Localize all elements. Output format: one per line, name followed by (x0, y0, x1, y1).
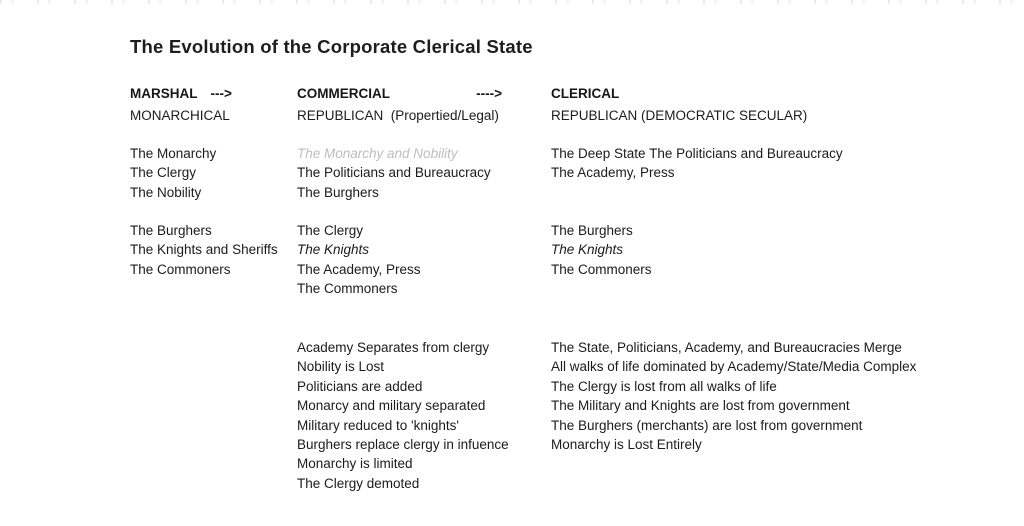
column-header (551, 83, 1024, 105)
hierarchy-group-2 (297, 221, 551, 338)
hierarchy-group-1 (297, 144, 551, 221)
hierarchy-item: The Commoners (130, 261, 231, 277)
column-clerical (551, 83, 1024, 454)
hierarchy-item: The Monarchy (130, 146, 217, 161)
hierarchy-group-1 (130, 144, 297, 221)
column-subheader: MONARCHICAL (130, 107, 230, 123)
note-item: Politicians are added (297, 378, 423, 394)
column-header (130, 83, 297, 105)
note-item: The Burghers (merchants) are lost from government (551, 417, 863, 433)
column-header-label: MARSHAL (130, 86, 198, 101)
hierarchy-item: The Commoners (297, 281, 398, 297)
column-header-label: CLERICAL (551, 86, 620, 101)
note-item: Military reduced to 'knights' (297, 417, 459, 433)
hierarchy-item: The Commoners (551, 261, 652, 277)
arrow-text: ---> (210, 86, 232, 101)
note-item: Academy Separates from clergy (297, 340, 490, 355)
note-item: All walks of life dominated by Academy/State/Media Complex (551, 359, 917, 375)
note-item: Nobility is Lost (297, 359, 385, 375)
hierarchy-item: The Academy, Press (551, 165, 675, 181)
hierarchy-item: The Nobility (130, 184, 202, 200)
hierarchy-item: The Clergy (130, 165, 197, 181)
hierarchy-item-italic: The Knights (551, 242, 624, 258)
column-header-block (130, 83, 297, 144)
hierarchy-group-2 (551, 221, 1024, 338)
hierarchy-item: The Deep State The Politicians and Bureaucracy (551, 146, 843, 161)
notes-block (297, 338, 551, 493)
hierarchy-item: The Academy, Press (297, 261, 421, 277)
hierarchy-item: The Burghers (551, 223, 633, 238)
column-header-label: COMMERCIAL (297, 86, 390, 101)
hierarchy-item: The Burghers (130, 223, 212, 238)
note-item: Monarcy and military separated (297, 398, 486, 414)
note-item: Burghers replace clergy in infuence (297, 437, 509, 453)
column-header (297, 83, 502, 105)
hierarchy-group-1 (551, 144, 1024, 221)
note-item: Monarchy is limited (297, 456, 413, 472)
column-header-block (297, 83, 551, 144)
notes-block (551, 338, 1024, 454)
note-item: The Military and Knights are lost from government (551, 398, 850, 414)
hierarchy-group-2 (130, 221, 297, 338)
column-subheader: REPUBLICAN (DEMOCRATIC SECULAR) (551, 107, 808, 123)
note-item: The State, Politicians, Academy, and Bureaucracies Merge (551, 340, 902, 355)
hierarchy-item: The Burghers (297, 184, 379, 200)
column-header-block (551, 83, 1024, 144)
note-item: Monarchy is Lost Entirely (551, 437, 702, 453)
hierarchy-item: The Politicians and Bureaucracy (297, 165, 491, 181)
column-marshal (130, 83, 297, 338)
hierarchy-item: The Knights and Sheriffs (130, 242, 278, 258)
hierarchy-item-faded: The Monarchy and Nobility (297, 146, 458, 161)
note-item: The Clergy is lost from all walks of life (551, 378, 777, 394)
column-commercial (297, 83, 551, 493)
page-title: The Evolution of the Corporate Clerical State (130, 36, 533, 57)
note-item: The Clergy demoted (297, 475, 420, 491)
column-subheader: REPUBLICAN (Propertied/Legal) (297, 107, 499, 123)
hierarchy-item-italic: The Knights (297, 242, 370, 258)
arrow-text: ----> (476, 86, 502, 101)
cropped-text-artifacts (0, 0, 1024, 4)
hierarchy-item: The Clergy (297, 223, 364, 238)
